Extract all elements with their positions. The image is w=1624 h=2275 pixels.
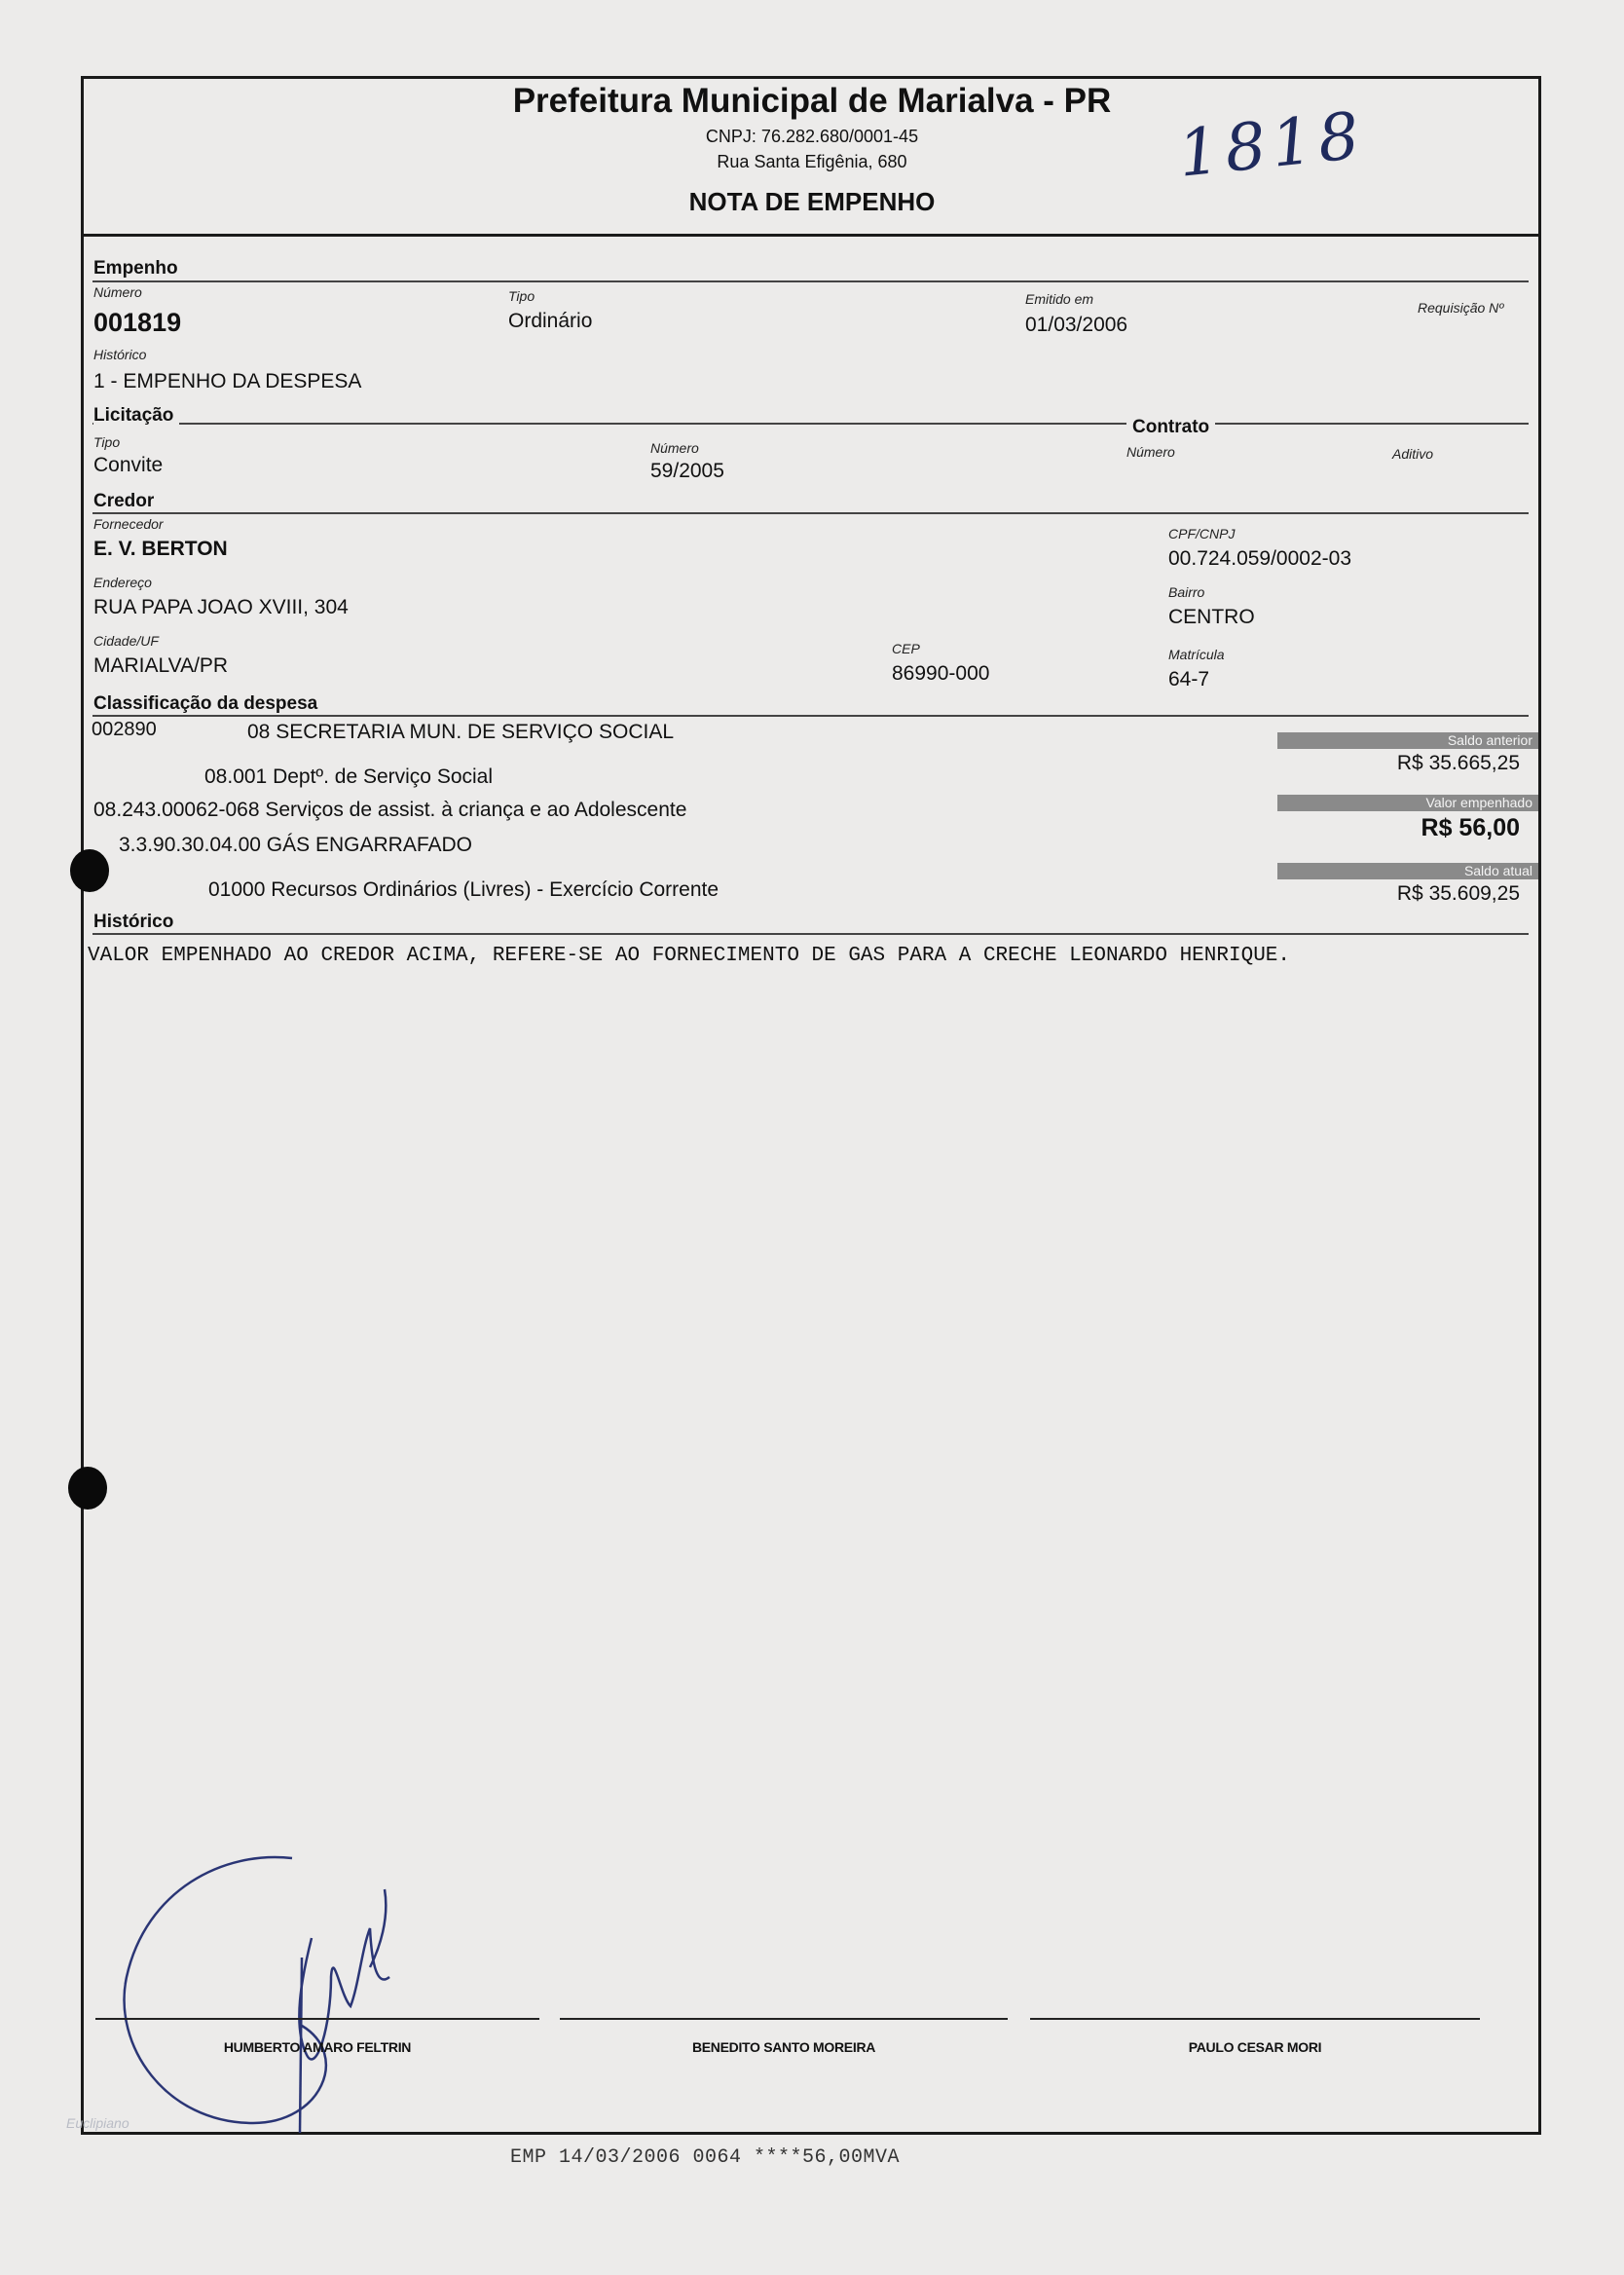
matricula-value: 64-7 — [1168, 668, 1210, 690]
saldo-anterior-label: Saldo anterior — [1277, 732, 1538, 749]
empenho-section-title: Empenho — [93, 258, 184, 280]
signature-line-1 — [95, 2018, 539, 2020]
cpf-label: CPF/CNPJ — [1168, 526, 1236, 541]
handwritten-number: 1818 — [1174, 97, 1369, 192]
classificacao-line4: 3.3.90.30.04.00 GÁS ENGARRAFADO — [119, 834, 473, 856]
credor-section-title: Credor — [93, 491, 160, 512]
empenho-rule — [92, 280, 1529, 282]
fornecedor-label: Fornecedor — [93, 516, 164, 532]
signature-name-1: HUMBERTO AMARO FELTRIN — [223, 2039, 412, 2055]
punch-hole-bottom — [68, 1467, 107, 1510]
licitacao-section-title: Licitação — [93, 405, 179, 427]
punch-hole-top — [70, 849, 109, 892]
licitacao-tipo: Convite — [93, 454, 164, 476]
header-divider — [81, 234, 1541, 237]
contrato-section-title: Contrato — [1126, 417, 1215, 438]
address-text: Rua Santa Efigênia, 680 — [717, 152, 907, 171]
page-title: Prefeitura Municipal de Marialva - PR — [512, 82, 1112, 120]
classificacao-line1: 08 SECRETARIA MUN. DE SERVIÇO SOCIAL — [247, 721, 675, 743]
classificacao-line2: 08.001 Deptº. de Serviço Social — [204, 765, 494, 788]
saldo-anterior-value: R$ 35.665,25 — [1396, 752, 1520, 774]
credor-rule — [92, 512, 1529, 514]
licitacao-tipo-label: Tipo — [93, 434, 121, 450]
cidade-label: Cidade/UF — [93, 633, 159, 649]
historico-text: VALOR EMPENHADO AO CREDOR ACIMA, REFERE-SE AO FORNECIMENTO DE GAS PARA A CRECHE LEONARDO HENRIQUE. — [88, 945, 1291, 967]
licitacao-rule — [92, 423, 1529, 425]
classificacao-section-title: Classificação da despesa — [93, 693, 323, 715]
cep-label: CEP — [892, 641, 920, 656]
saldo-atual-value: R$ 35.609,25 — [1396, 882, 1520, 905]
fornecedor-name: E. V. BERTON — [93, 538, 228, 560]
cnpj-text: CNPJ: 76.282.680/0001-45 — [705, 127, 919, 146]
empenho-tipo-label: Tipo — [508, 288, 535, 304]
document-title: NOTA DE EMPENHO — [688, 187, 936, 216]
contrato-numero-label: Número — [1126, 444, 1175, 460]
empenho-numero-label: Número — [93, 284, 142, 300]
saldo-atual-label: Saldo atual — [1277, 863, 1538, 879]
bairro-label: Bairro — [1168, 584, 1205, 600]
classificacao-line3: 08.243.00062-068 Serviços de assist. à criança e ao Adolescente — [93, 799, 687, 821]
classificacao-line5: 01000 Recursos Ordinários (Livres) - Exercício Corrente — [208, 878, 720, 901]
licitacao-numero-label: Número — [650, 440, 699, 456]
cpf-value: 00.724.059/0002-03 — [1168, 547, 1352, 570]
endereco-value: RUA PAPA JOAO XVIII, 304 — [93, 596, 349, 618]
empenho-historico: 1 - EMPENHO DA DESPESA — [93, 370, 362, 392]
empenho-numero: 001819 — [93, 308, 182, 337]
historico-rule — [92, 933, 1529, 935]
cidade-value: MARIALVA/PR — [93, 654, 229, 677]
requisicao-label: Requisição Nº — [1418, 300, 1504, 316]
signature-line-3 — [1030, 2018, 1480, 2020]
classificacao-code: 002890 — [92, 719, 157, 740]
emitido-date: 01/03/2006 — [1025, 314, 1128, 336]
cep-value: 86990-000 — [892, 662, 990, 685]
licitacao-numero: 59/2005 — [650, 460, 724, 482]
aditivo-label: Aditivo — [1392, 446, 1434, 462]
signature-name-3: PAULO CESAR MORI — [1188, 2039, 1322, 2055]
signature-name-2: BENEDITO SANTO MOREIRA — [691, 2039, 876, 2055]
bairro-value: CENTRO — [1168, 606, 1255, 628]
footer-stamp: EMP 14/03/2006 0064 ****56,00MVA — [510, 2146, 901, 2169]
emitido-label: Emitido em — [1025, 291, 1094, 307]
empenho-historico-label: Histórico — [93, 347, 147, 362]
valor-empenhado-label: Valor empenhado — [1277, 795, 1538, 811]
watermark-text: Euclipiano — [66, 2115, 129, 2131]
valor-empenhado-value: R$ 56,00 — [1421, 814, 1520, 841]
historico-section-title: Histórico — [93, 912, 179, 933]
endereco-label: Endereço — [93, 575, 152, 590]
classificacao-rule — [92, 715, 1529, 717]
signature-scribble — [107, 1831, 428, 2152]
matricula-label: Matrícula — [1168, 647, 1225, 662]
signature-line-2 — [560, 2018, 1008, 2020]
empenho-tipo: Ordinário — [508, 310, 593, 332]
